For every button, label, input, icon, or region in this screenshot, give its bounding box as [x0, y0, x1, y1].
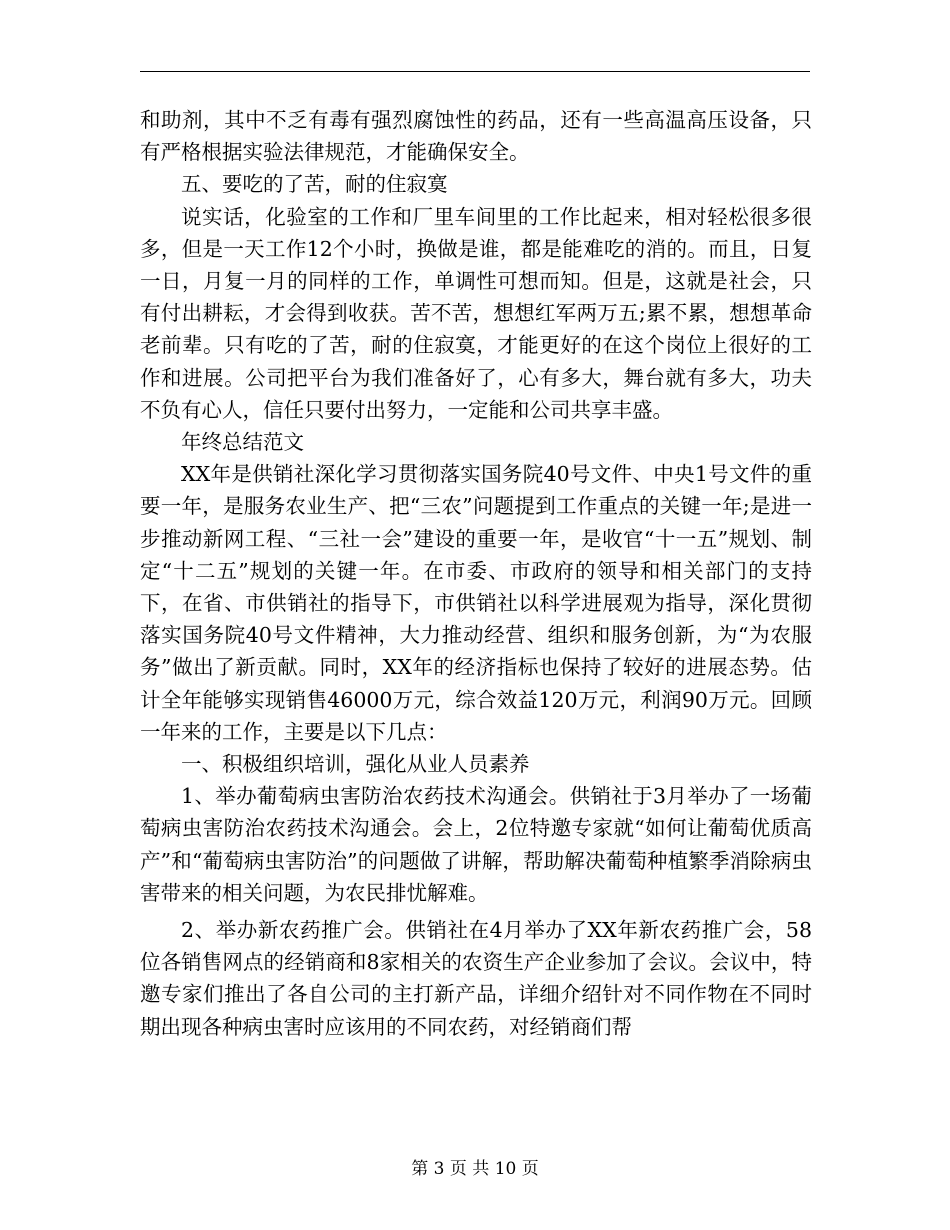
page-number: 第 3 页 共 10 页: [411, 1159, 539, 1179]
header-rule: [140, 71, 810, 72]
paragraph-hardship: 说实话，化验室的工作和厂里车间里的工作比起来，相对轻松很多很多，但是一天工作12个小时，换做是谁，都是能难吃的消的。而且，日复一日，月复一月的同样的工作，单调性可想而知。但是，这就是社会，只有付出耕耘，才会得到收获。苦不苦，想想红军两万五;累不累，想想革命老前辈。只有吃的了苦，耐的住寂寞，才能更好的在这个岗位上很好的工作和进展。公司把平台为我们准备好了，心有多大，舞台就有多大，功夫不负有心人，信任只要付出努力，一定能和公司共享丰盛。: [140, 204, 812, 422]
section-heading-five: 五、要吃的了苦，耐的住寂寞: [181, 172, 448, 197]
body-text: [140, 104, 812, 1043]
paragraph-pesticide-promotion: 2、举办新农药推广会。供销社在4月举办了XX年新农药推广会，58位各销售网点的经销商和8家相关的农资生产企业参加了会议。会议中，特邀专家们推出了各自公司的主打新产品，详细介绍针对不同作物在不同时期出现各种病虫害时应该用的不同农药，对经销商们帮: [140, 918, 812, 1039]
paragraph-summary: XX年是供销社深化学习贯彻落实国务院40号文件、中央1号文件的重要一年，是服务农业生产、把“三农”问题提到工作重点的关键一年;是进一步推动新网工程、“三社一会”建设的重要一年，是收官“十一五”规划、制定“十二五”规划的关键一年。在市委、市政府的领导和相关部门的支持下，在省、市供销社的指导下，市供销社以科学进展观为指导，深化贯彻落实国务院40号文件精神，大力推动经营、组织和服务创新，为“为农服务”做出了新贡献。同时，XX年的经济指标也保持了较好的进展态势。估计全年能够实现销售46000万元，综合效益120万元，利润90万元。回顾一年来的工作，主要是以下几点：: [140, 462, 812, 744]
paragraph-continuation: 和助剂，其中不乏有毒有强烈腐蚀性的药品，还有一些高温高压设备，只有严格根据实验法律规范，才能确保安全。: [140, 108, 812, 165]
section-heading-one: 一、积极组织培训，强化从业人员素养: [181, 752, 530, 777]
document-title: 年终总结范文: [181, 430, 304, 455]
paragraph-grape-meeting: 1、举办葡萄病虫害防治农药技术沟通会。供销社于3月举办了一场葡萄病虫害防治农药技术沟通会。会上，2位特邀专家就“如何让葡萄优质高产”和“葡萄病虫害防治”的问题做了讲解，帮助解决葡萄种植繁季消除病虫害带来的相关问题，为农民排忧解难。: [140, 784, 812, 905]
